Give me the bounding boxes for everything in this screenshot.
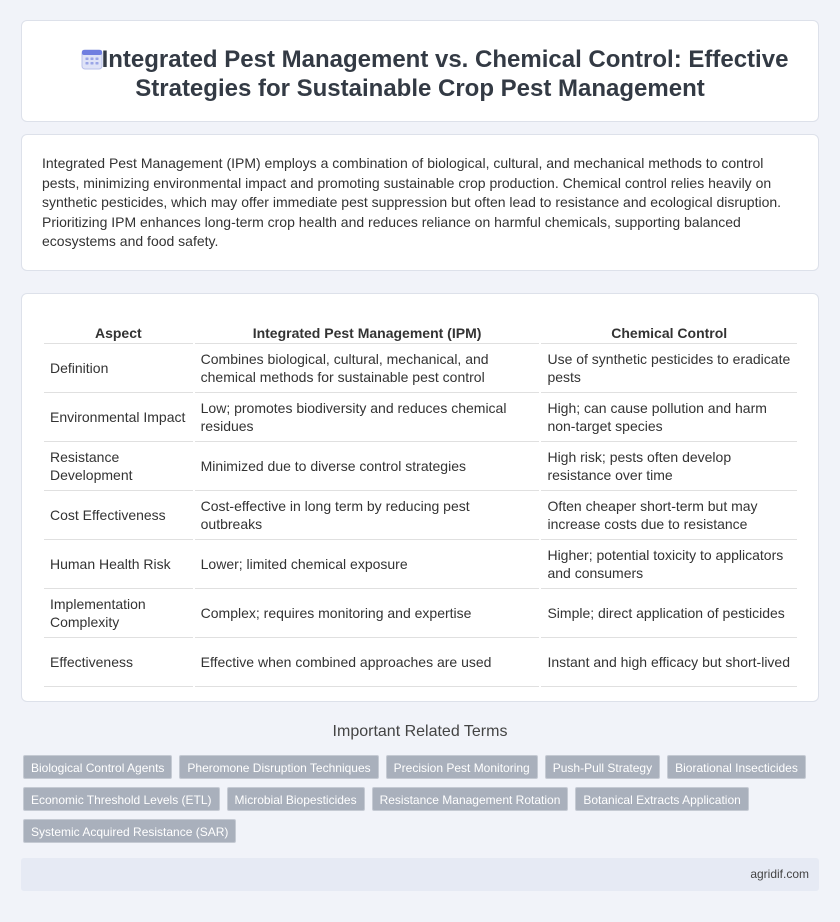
cell-ipm: Cost-effective in long term by reducing pest outbreaks xyxy=(195,491,540,540)
related-terms-title: Important Related Terms xyxy=(332,723,508,740)
table-row xyxy=(44,344,797,393)
cell-chemical: Instant and high efficacy but short-lived xyxy=(541,638,797,687)
cell-aspect: Environmental Impact xyxy=(44,393,193,442)
cell-chemical: Simple; direct application of pesticides xyxy=(541,589,797,638)
tag-link[interactable]: Resistance Management Rotation xyxy=(372,787,569,811)
cell-chemical: High risk; pests often develop resistance over time xyxy=(541,442,797,491)
cell-chemical: Higher; potential toxicity to applicators and consumers xyxy=(541,540,797,589)
cell-aspect: Effectiveness xyxy=(44,638,193,687)
header-chemical: Chemical Control xyxy=(541,314,797,344)
cell-aspect: Resistance Development xyxy=(44,442,193,491)
header-ipm: Integrated Pest Management (IPM) xyxy=(195,314,540,344)
cell-aspect: Implementation Complexity xyxy=(44,589,193,638)
tag-link[interactable]: Push-Pull Strategy xyxy=(545,755,660,779)
comparison-table xyxy=(42,314,799,687)
page-title-line1: Integrated Pest Management vs. Chemical Control: Effective xyxy=(101,46,789,73)
footer-site-link[interactable]: agridif.com xyxy=(750,867,809,881)
cell-chemical: Often cheaper short-term but may increase costs due to resistance xyxy=(541,491,797,540)
related-terms-tags xyxy=(23,755,813,843)
cell-ipm: Combines biological, cultural, mechanical, and chemical methods for sustainable pest control xyxy=(195,344,540,393)
cell-ipm: Minimized due to diverse control strategies xyxy=(195,442,540,491)
cell-ipm: Effective when combined approaches are used xyxy=(195,638,540,687)
intro-card xyxy=(21,134,819,271)
cell-aspect: Human Health Risk xyxy=(44,540,193,589)
table-row xyxy=(44,638,797,687)
cell-chemical: High; can cause pollution and harm non-target species xyxy=(541,393,797,442)
page-title xyxy=(22,45,818,103)
tag-link[interactable]: Precision Pest Monitoring xyxy=(386,755,538,779)
cell-aspect: Cost Effectiveness xyxy=(44,491,193,540)
tag-link[interactable]: Pheromone Disruption Techniques xyxy=(179,755,378,779)
page-title-line2: Strategies for Sustainable Crop Pest Management xyxy=(135,75,705,102)
tag-link[interactable]: Economic Threshold Levels (ETL) xyxy=(23,787,220,811)
table-row xyxy=(44,393,797,442)
title-card xyxy=(21,20,819,122)
tag-link[interactable]: Botanical Extracts Application xyxy=(575,787,748,811)
tag-link[interactable]: Biological Control Agents xyxy=(23,755,172,779)
cell-aspect: Definition xyxy=(44,344,193,393)
tag-link[interactable]: Systemic Acquired Resistance (SAR) xyxy=(23,819,236,843)
table-row xyxy=(44,540,797,589)
comparison-table-card xyxy=(21,293,819,702)
cell-ipm: Lower; limited chemical exposure xyxy=(195,540,540,589)
table-row xyxy=(44,589,797,638)
table-header-row xyxy=(44,314,797,344)
table-row xyxy=(44,491,797,540)
intro-paragraph: Integrated Pest Management (IPM) employs a combination of biological, cultural, and mechanical methods to control pests, minimizing environmental impact and promoting sustainable crop production. Chemical control relies heavily on synthetic pesticides, which may offer immediate pest suppression but often lead to resistance and ecological disruption. Prioritizing IPM enhances long-term crop health and reduces reliance on harmful chemicals, supporting balanced ecosystems and food safety. xyxy=(42,155,782,250)
header-aspect: Aspect xyxy=(44,314,193,344)
tag-link[interactable]: Microbial Biopesticides xyxy=(227,787,365,811)
cell-ipm: Low; promotes biodiversity and reduces chemical residues xyxy=(195,393,540,442)
cell-chemical: Use of synthetic pesticides to eradicate pests xyxy=(541,344,797,393)
cell-ipm: Complex; requires monitoring and expertise xyxy=(195,589,540,638)
table-row xyxy=(44,442,797,491)
tag-link[interactable]: Biorational Insecticides xyxy=(667,755,806,779)
footer xyxy=(21,858,819,891)
